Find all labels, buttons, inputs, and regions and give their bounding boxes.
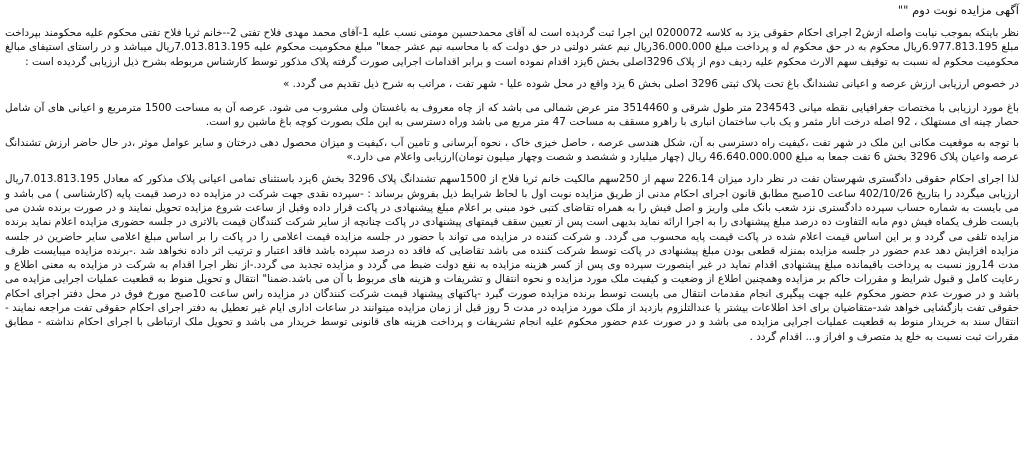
- paragraph-auction-terms: لذا اجرای احکام حقوقی دادگستری شهرستان تفت در نظر دارد میزان 226.14 سهم از 250سهم مالکیت خانم ثریا فلاح از 1500سهم تشندانگ پلاک 3296 بخش 6یزد باستثنای تمامی اعیانی پلاک مذکور که معادل 7.013.813.195ریال ارزیابی میگردد را بتاریخ 402/10/26 ساعت 10صبح مطابق قانون اجرای احکام مدنی از طریق مزایده نوبت اول با لحاظ شرایط ذیل بفروش برساند : -سپرده نقدی جهت شرکت در مزایده ده درصد قیمت پایه (کارشناسی ) می باشد و می بایست به شماره حساب سپرده دادگستری نزد شعب بانک ملی واریز و اصل فیش را به همراه تقاضای کتبی خود مبنی بر اعلام مبلغ پیشنهادی در پاکت قرار داده وقبل از ساعت شروع مزایده تحویل نمایند و در صورت برنده شدن می بایست ظرف یکماه فیش دوم مابه التفاوت ده درصد مبلغ پیشنهادی را به اجرا ارائه نماید بدیهی است پس از تعیین سقف قیمتهای پیشنهادی در پاکت چنانچه از سایر شرکت کنندگان قیمت بالاتری در جلسه حضوری مزایده اعلام نماید برنده مزایده تلقی می گردد و بر این اساس قیمت اعلام شده در پاکت قیمت پایه محسوب می گردد. و شرکت کننده در مزایده می تواند با حضور در جلسه مزایده قیمت اعلامی را در پاکت را بر اساس مبلغ اعلامی سایر حاضرین در جلسه مزایده افزایش دهد عدم حضور در جلسه مزایده بمنزله قطعی بودن مبلغ پیشنهادی در پاکت توسط شرکت کننده می باشد تقاضایی که فاقد ده درصد سپرده باشد فاقد اعتبار و ترتیب اثر داده نخواهد شد .-برنده مزایده میبایست ظرف مدت 14روز نسبت به پرداخت باقیمانده مبلغ پیشنهادی اقدام نماید در غیر اینصورت سپرده وی پس از کسر هزینه مزایده به نفع دولت ضبط می گردد و مزایده تجدید می گردد.-از نظر اجرا اقدام به شرکت در مزایده به معنی اطلاع و رعایت کامل و قبول شرایط و مقررات حاکم بر مزایده وهمچنین اطلاع از وضعیت و کیفیت ملک مورد مزایده و نحوه انتقال و تشریفات و هزینه های مربوط با آن می باشد.ضمنا" انتقال و تحویل منوط به قطعیت عملیات اجرایی مزایده می باشد و در صورت عدم حضور محکوم علیه جهت پیگیری انجام مقدمات انتقال می بایست توسط برنده مزایده صورت گیرد -پاکتهای پیشنهاد قیمت شرکت کنندگان در مزایده راس ساعت 10صبح مورخ فوق در محل دفتر اجرای احکام حقوقی تفت بازگشایی خواهد شد-متقاضیان برای اخذ اطلاعات بیشتر یا عندالتلزوم بازدید از ملک مورد مزایده در مدت 5 روز قبل از زمان مزایده میتوانند در ساعات اداری ایام غیر تعطیل به دفتر اجرای احکام حقوقی تفت مراجعه نمایند - انتقال سند به خریدار منوط به قطعیت عملیات اجرایی مزایده می باشد و در صورت عدم حضور محکوم علیه انجام تشریفات و پرداخت هزینه های قانونی توسط خریدار می باشد و تحویل ملک ارتباطی با اجرای احکام نداشته - مطابق مقررات ثبت نسبت به خلع ید متصرف و افراز و... اقدام گردد .: [5, 173, 1019, 343]
- paragraph-case-summary: نظر باینکه بموجب نیابت واصله ازش2 اجرای احکام حقوقی یزد به کلاسه 0200072 این اجرا ثبت گردیده است له آقای محمدحسین مومنی نسب علیه 1-آقای محمد مهدی فلاح تفتی 2--خانم ثریا فلاح تفتی محکوم علیه محکومند بپرداخت مبلغ 6.977.813.195ریال محکوم به در حق محکوم له و پرداخت مبلغ 36.000.000ریال نیم عشر دولتی در حق دولت که با محاسبه نیم عشر جمعا" مبلغ محکومیت محکوم علیه 7.013.813.195ریال میباشد و در راستای استیفای مبالغ محکومیت محکوم له نسبت به توقیف سهم الارث محکوم علیه ردیف دوم از پلاک 3296اصلی بخش 6یزد اقدام نموده است و برابر اقدامات اجرایی صورت گرفته پلاک مذکور توسط کارشناس مربوطه بشرح ذیل ارزیابی گردیده است :: [5, 27, 1020, 68]
- paragraph-property-description: باغ مورد ارزیابی با مختصات جغرافیایی نقطه میانی 234543 متر طول شرقی و 3514460 متر عرض شمالی می باشد که از چاه معروف به باغستان ولی مشروب می شود. عرصه آن به مساحت 1500 مترمربع و اعیانی های آن شامل حصار چینه ای مستهلک ، 92 اصله درخت انار مثمر و یک باب ساختمان انباری با راهرو مسقف به مساحت 47 متر مربع می باشد وراه دسترسی به این ملک بصورت کوچه باغ ماشین رو است.: [5, 102, 1019, 129]
- paragraph-valuation: با توجه به موقعیت مکانی این ملک در شهر تفت ،کیفیت راه دسترسی به آن، شکل هندسی عرصه ، حاصل خیزی خاک ، نحوه آبرسانی و تامین آب ،کیفیت و میزان محصول دهی درختان و سایر عوامل موثر ،در حال حاضر ارزش تشندانگ عرصه واعیان پلاک 3296 بخش 6 تفت جمعا به مبلغ 46.640.000.000 ریال (چهار میلیارد و ششصد و شصت وچهار میلیون تومان)ارزیابی واعلام می دارد.»: [5, 136, 1019, 164]
- paragraph-appraisal-intro: در خصوص ارزیابی ارزش عرصه و اعیانی تشندانگ باغ تحت پلاک ثبتی 3296 اصلی بخش 6 یزد واقع در محل شوده علیا - شهر تفت ، مراتب به شرح ذیل تقدیم می گردد. »: [283, 77, 1019, 90]
- notice-title: آگهی مزایده نوبت دوم "": [897, 3, 1019, 17]
